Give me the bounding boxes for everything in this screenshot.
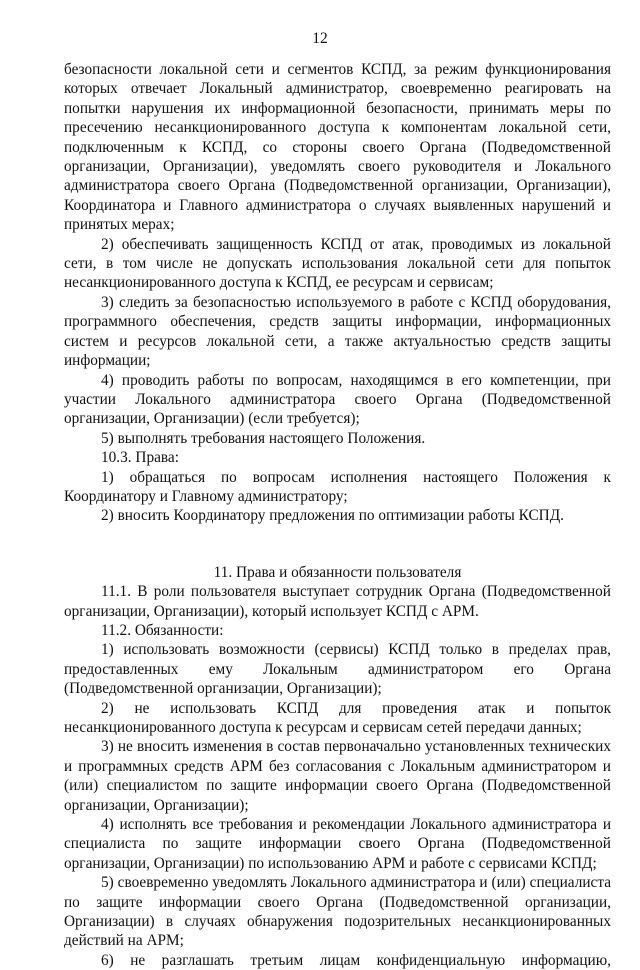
page-number: 12 — [312, 30, 328, 47]
list-item-10-2-4: 4) проводить работы по вопросам, находящимся в его компетенции, при участии Локального администратора своего Органа (Подведомственной организации, Организации) (если требуется); — [64, 371, 611, 428]
subsection-heading-10-3: 10.3. Права: — [101, 449, 179, 467]
list-item-11-2-3: 3) не вносить изменения в состав первоначально установленных технических и программных средств АРМ без согласования с Локальным администратором и (или) специалистом по защите информации своего Органа (Подведомственной организации, Организации); — [64, 738, 611, 814]
list-item-11-2-6: 6) не разглашать третьим лицам конфиденциальную информацию, — [101, 951, 611, 969]
subsection-heading-11-2: 11.2. Обязанности: — [101, 621, 224, 639]
list-item-10-3-1: 1) обращаться по вопросам исполнения настоящего Положения к Координатору и Главному администратору; — [64, 468, 611, 505]
list-item-10-3-2: 2) вносить Координатору предложения по оптимизации работы КСПД. — [101, 507, 564, 525]
list-item-11-2-5: 5) своевременно уведомлять Локального администратора и (или) специалиста по защите информации своего Органа (Подведомственной организации, Организации) в случаях обнаружения подозрительных несанкционированных действий на АРМ; — [64, 874, 611, 950]
list-item-11-2-2: 2) не использовать КСПД для проведения атак и попыток несанкционированного доступа к ресурсам и сервисам сетей передачи данных; — [64, 699, 611, 736]
section-heading-11: 11. Права и обязанности пользователя — [213, 563, 462, 581]
paragraph-continuation: безопасности локальной сети и сегментов КСПД, за режим функционирования которых отвечает Локальный администратор, своевременно реагировать на попытки нарушения их информационной безопасности, принимать меры по пресечению несанкционированного доступа к компонентам локальной сети, подключенным к КСПД, со стороны своего Органа (Подведомственной организации, Организации), уведомлять своего руководителя и Локального администратора своего Органа (Подведомственной организации, Организации), Координатора и Главного администратора о случаях выявленных нарушений и принятых мерах; — [64, 61, 611, 234]
list-item-10-2-3: 3) следить за безопасностью используемого в работе с КСПД оборудования, программного обеспечения, средств защиты информации, информационных систем и ресурсов локальной сети, а также актуальностью средств защиты информации; — [64, 293, 611, 370]
list-item-10-2-5: 5) выполнять требования настоящего Положения. — [101, 429, 426, 447]
clause-11-1: 11.1. В роли пользователя выступает сотрудник Органа (Подведомственной организации, Организации), который использует КСПД с АРМ. — [64, 583, 611, 620]
document-body — [64, 60, 611, 970]
list-item-10-2-2: 2) обеспечивать защищенность КСПД от атак, проводимых из локальной сети, в том числе не допускать использования локальной сети для попыток несанкционированного доступа к КСПД, ее ресурсам и сервисам; — [64, 235, 611, 292]
list-item-11-2-4: 4) исполнять все требования и рекомендации Локального администратора и специалиста по защите информации своего Органа (Подведомственной организации, Организации) по использованию АРМ и работе с сервисами КСПД; — [64, 816, 611, 872]
list-item-11-2-1: 1) использовать возможности (сервисы) КСПД только в пределах прав, предоставленных ему Локальным администратором его Органа (Подведомственной организации, Организации); — [64, 641, 611, 698]
